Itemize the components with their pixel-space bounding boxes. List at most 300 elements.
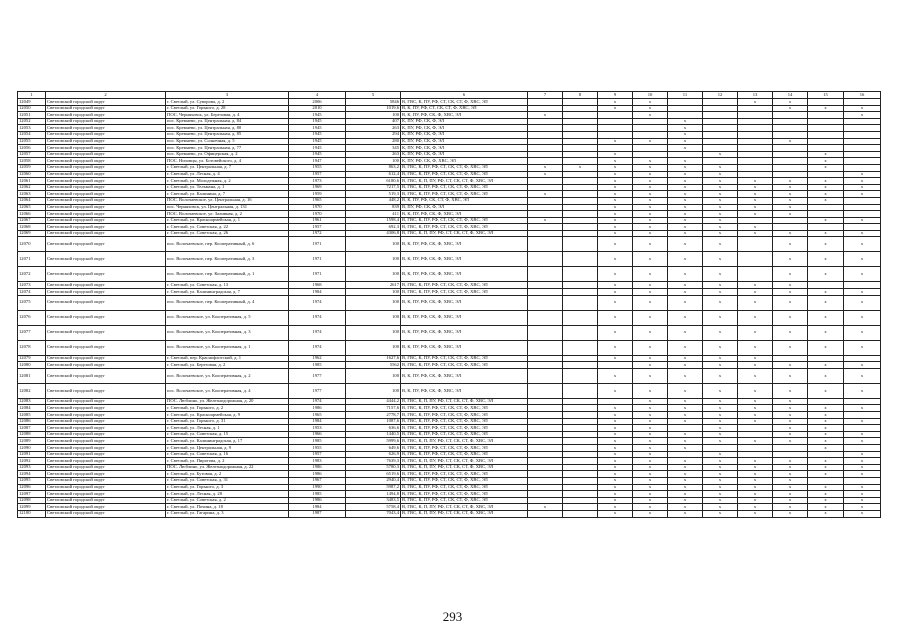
mark-cell: x bbox=[808, 362, 844, 369]
address-cell: г. Светлый, ул. Горького, д. 28 bbox=[166, 105, 289, 112]
municipality-cell: Светловский городской округ bbox=[46, 252, 166, 267]
mark-cell: x bbox=[703, 438, 738, 445]
mark-cell: x bbox=[808, 412, 844, 419]
address-cell: г. Светлый, ул. Советская, д. 22 bbox=[166, 224, 289, 231]
municipality-cell: Светловский городской округ bbox=[46, 289, 166, 296]
mark-cell bbox=[528, 178, 563, 185]
mark-cell: x bbox=[773, 204, 808, 211]
mark-cell bbox=[528, 412, 563, 419]
mark-cell: x bbox=[703, 477, 738, 484]
municipality-cell: Светловский городской округ bbox=[46, 184, 166, 191]
column-header-7: 7 bbox=[528, 92, 563, 99]
address-cell: ПОС. Люблино, ул. Железнодорожная, д. 20 bbox=[166, 398, 289, 405]
mark-cell: x bbox=[808, 217, 844, 224]
mark-cell bbox=[738, 217, 773, 224]
mark-cell bbox=[528, 405, 563, 412]
row-id: 12084 bbox=[18, 405, 46, 412]
mark-cell: x bbox=[703, 383, 738, 398]
mark-cell: x bbox=[598, 105, 633, 112]
mark-cell bbox=[563, 237, 598, 252]
municipality-cell: Светловский городской округ bbox=[46, 99, 166, 106]
column-header-9: 9 bbox=[598, 92, 633, 99]
address-cell: пос. Волочаевское, ул. Кооперативная, д. 4 bbox=[166, 383, 289, 398]
row-id: 12066 bbox=[18, 211, 46, 218]
mark-cell: x bbox=[633, 491, 668, 498]
table-row bbox=[18, 431, 881, 438]
mark-cell: x bbox=[738, 184, 773, 191]
mark-cell: x bbox=[668, 178, 703, 185]
mark-cell: x bbox=[668, 289, 703, 296]
mark-cell: x bbox=[738, 99, 773, 106]
mark-cell bbox=[563, 431, 598, 438]
mark-cell bbox=[773, 224, 808, 231]
mark-cell: x bbox=[738, 340, 773, 355]
mark-cell: x bbox=[844, 458, 881, 465]
table-row bbox=[18, 458, 881, 465]
year-cell: 1966 bbox=[289, 431, 346, 438]
mark-cell: x bbox=[633, 171, 668, 178]
mark-cell: x bbox=[633, 340, 668, 355]
municipality-cell: Светловский городской округ bbox=[46, 237, 166, 252]
works-list-cell: В, ГВС, К, ПУ, РФ, СТ, СК, СТ, Ф, ХВС, ЭЛ bbox=[401, 491, 528, 498]
table-row bbox=[18, 211, 881, 218]
mark-cell: x bbox=[844, 230, 881, 237]
row-id: 12069 bbox=[18, 230, 46, 237]
mark-cell: x bbox=[668, 158, 703, 165]
area-cell: 4306,8 bbox=[346, 230, 401, 237]
mark-cell bbox=[528, 497, 563, 504]
mark-cell: x bbox=[773, 105, 808, 112]
mark-cell bbox=[563, 464, 598, 471]
mark-cell: x bbox=[703, 164, 738, 171]
mark-cell bbox=[528, 471, 563, 478]
mark-cell: x bbox=[844, 510, 881, 517]
mark-cell: x bbox=[844, 491, 881, 498]
table-row bbox=[18, 158, 881, 165]
mark-cell bbox=[738, 237, 773, 252]
mark-cell bbox=[528, 431, 563, 438]
area-cell: 4444,2 bbox=[346, 398, 401, 405]
row-id: 12097 bbox=[18, 491, 46, 498]
mark-cell bbox=[844, 131, 881, 138]
municipality-cell: Светловский городской округ bbox=[46, 295, 166, 310]
mark-cell: x bbox=[598, 204, 633, 211]
works-list-cell: К, ПУ, РФ, СК, Ф, ЭЛ bbox=[401, 118, 528, 125]
mark-cell: x bbox=[773, 497, 808, 504]
municipality-cell: Светловский городской округ bbox=[46, 164, 166, 171]
mark-cell: x bbox=[703, 458, 738, 465]
municipality-cell: Светловский городской округ bbox=[46, 112, 166, 119]
mark-cell: x bbox=[738, 405, 773, 412]
mark-cell: x bbox=[598, 224, 633, 231]
municipality-cell: Светловский городской округ bbox=[46, 340, 166, 355]
mark-cell: x bbox=[528, 171, 563, 178]
mark-cell: x bbox=[773, 484, 808, 491]
mark-cell: x bbox=[598, 252, 633, 267]
row-id: 12085 bbox=[18, 412, 46, 419]
address-cell: г. Светлый, ул. Горького, д. 2 bbox=[166, 405, 289, 412]
year-cell: 1971 bbox=[289, 252, 346, 267]
table-row bbox=[18, 477, 881, 484]
mark-cell bbox=[563, 491, 598, 498]
mark-cell bbox=[563, 398, 598, 405]
mark-cell bbox=[528, 224, 563, 231]
mark-cell bbox=[808, 224, 844, 231]
mark-cell bbox=[668, 99, 703, 106]
mark-cell bbox=[563, 118, 598, 125]
address-cell: пос. Кремнево, ул. Центральная, д. 77 bbox=[166, 145, 289, 152]
mark-cell bbox=[563, 295, 598, 310]
mark-cell: x bbox=[598, 217, 633, 224]
row-id: 12071 bbox=[18, 252, 46, 267]
mark-cell: x bbox=[633, 355, 668, 362]
mark-cell: x bbox=[668, 471, 703, 478]
mark-cell bbox=[844, 425, 881, 432]
mark-cell: x bbox=[844, 267, 881, 282]
row-id: 12086 bbox=[18, 418, 46, 425]
mark-cell bbox=[703, 158, 738, 165]
mark-cell bbox=[563, 125, 598, 132]
mark-cell: x bbox=[668, 204, 703, 211]
municipality-cell: Светловский городской округ bbox=[46, 267, 166, 282]
year-cell: 1945 bbox=[289, 118, 346, 125]
area-cell: 5846 bbox=[346, 99, 401, 106]
mark-cell: x bbox=[844, 368, 881, 383]
mark-cell: x bbox=[598, 282, 633, 289]
mark-cell: x bbox=[703, 171, 738, 178]
year-cell: 1959 bbox=[289, 191, 346, 198]
mark-cell: x bbox=[598, 445, 633, 452]
area-cell: 100 bbox=[346, 237, 401, 252]
mark-cell: x bbox=[773, 398, 808, 405]
mark-cell: x bbox=[668, 383, 703, 398]
mark-cell bbox=[738, 131, 773, 138]
address-cell: г. Светлый, ул. Лесная, д. 28 bbox=[166, 491, 289, 498]
year-cell: 1945 bbox=[289, 138, 346, 145]
year-cell: 1967 bbox=[289, 477, 346, 484]
mark-cell: x bbox=[598, 383, 633, 398]
works-list-cell: В, ГВС, К, П, ПУ, РФ, СТ, СК, СТ, Ф, ХВС, ЭЛ bbox=[401, 464, 528, 471]
mark-cell: x bbox=[633, 510, 668, 517]
row-id: 12089 bbox=[18, 438, 46, 445]
mark-cell: x bbox=[773, 412, 808, 419]
mark-cell: x bbox=[528, 112, 563, 119]
municipality-cell: Светловский городской округ bbox=[46, 484, 166, 491]
mark-cell: x bbox=[808, 325, 844, 340]
mark-cell bbox=[703, 445, 738, 452]
mark-cell: x bbox=[703, 217, 738, 224]
mark-cell: x bbox=[598, 191, 633, 198]
row-id: 12082 bbox=[18, 383, 46, 398]
mark-cell bbox=[773, 164, 808, 171]
area-cell: 100 bbox=[346, 340, 401, 355]
mark-cell: x bbox=[773, 458, 808, 465]
table-row bbox=[18, 418, 881, 425]
row-id: 12051 bbox=[18, 112, 46, 119]
row-id: 12070 bbox=[18, 237, 46, 252]
mark-cell: x bbox=[808, 405, 844, 412]
row-id: 12065 bbox=[18, 204, 46, 211]
mark-cell: x bbox=[668, 164, 703, 171]
mark-cell bbox=[528, 105, 563, 112]
mark-cell: x bbox=[598, 504, 633, 511]
mark-cell: x bbox=[844, 325, 881, 340]
area-cell: 100 bbox=[346, 252, 401, 267]
mark-cell: x bbox=[668, 191, 703, 198]
mark-cell: x bbox=[668, 197, 703, 204]
mark-cell: x bbox=[844, 418, 881, 425]
works-list-cell: В, ГВС, К, ПУ, РФ, СТ, СК, СТ, Ф, ХВС, ЭЛ bbox=[401, 497, 528, 504]
mark-cell: x bbox=[844, 431, 881, 438]
mark-cell: x bbox=[773, 310, 808, 325]
mark-cell bbox=[808, 204, 844, 211]
mark-cell bbox=[528, 383, 563, 398]
row-id: 12054 bbox=[18, 131, 46, 138]
mark-cell bbox=[563, 497, 598, 504]
works-list-cell: В, К, ПУ, РФ, СК, Ф, ХВС, ЭЛ bbox=[401, 383, 528, 398]
mark-cell bbox=[738, 145, 773, 152]
mark-cell: x bbox=[738, 383, 773, 398]
mark-cell bbox=[528, 118, 563, 125]
address-cell: г. Светлый, ул. Пирогова, д. 2 bbox=[166, 458, 289, 465]
mark-cell bbox=[563, 99, 598, 106]
column-number-row bbox=[18, 92, 881, 99]
address-cell: г. Светлый, ул. Лесная, д. 1 bbox=[166, 425, 289, 432]
mark-cell: x bbox=[668, 282, 703, 289]
table-row bbox=[18, 355, 881, 362]
address-cell: г. Светлый, ул. Лесная, д. 4 bbox=[166, 171, 289, 178]
table-row bbox=[18, 383, 881, 398]
mark-cell bbox=[528, 138, 563, 145]
year-cell: 1987 bbox=[289, 510, 346, 517]
year-cell: 1971 bbox=[289, 237, 346, 252]
address-cell: г. Светлый, ул. Горького, д. 3 bbox=[166, 484, 289, 491]
mark-cell: x bbox=[738, 224, 773, 231]
mark-cell bbox=[563, 325, 598, 340]
works-list-cell: В, К, ПУ, РФ, СТ, СК, СТ, Ф, ХВС, ЭЛ bbox=[401, 105, 528, 112]
table-row bbox=[18, 99, 881, 106]
area-cell: 5780,3 bbox=[346, 464, 401, 471]
mark-cell: x bbox=[598, 178, 633, 185]
mark-cell: x bbox=[773, 184, 808, 191]
year-cell: 1974 bbox=[289, 295, 346, 310]
year-cell: 1972 bbox=[289, 230, 346, 237]
area-cell: 3483,5 bbox=[346, 497, 401, 504]
works-list-cell: В, К, ПУ, РФ, СК, Ф, ХВС, ЭЛ bbox=[401, 112, 528, 119]
mark-cell: x bbox=[773, 418, 808, 425]
mark-cell: x bbox=[808, 510, 844, 517]
mark-cell bbox=[528, 197, 563, 204]
row-id: 12052 bbox=[18, 118, 46, 125]
mark-cell: x bbox=[633, 158, 668, 165]
mark-cell: x bbox=[598, 158, 633, 165]
area-cell: 100 bbox=[346, 383, 401, 398]
works-list-cell: В, ГВС, К, ПУ, РФ, СТ, СК, СТ, Ф, ХВС, ЭЛ bbox=[401, 164, 528, 171]
mark-cell: x bbox=[528, 504, 563, 511]
mark-cell: x bbox=[668, 497, 703, 504]
year-cell: 1953 bbox=[289, 425, 346, 432]
year-cell: 1977 bbox=[289, 368, 346, 383]
area-cell: 692,3 bbox=[346, 224, 401, 231]
mark-cell: x bbox=[598, 151, 633, 158]
mark-cell: x bbox=[668, 131, 703, 138]
mark-cell: x bbox=[738, 197, 773, 204]
mark-cell bbox=[563, 471, 598, 478]
row-id: 12083 bbox=[18, 398, 46, 405]
address-cell: г. Светлый, ул. Молодежная, д. 2 bbox=[166, 178, 289, 185]
works-list-cell: В, ГВС, К, ПУ, РФ, СТ, СК, СТ, Ф, ХВС, ЭЛ bbox=[401, 471, 528, 478]
mark-cell: x bbox=[703, 491, 738, 498]
mark-cell: x bbox=[598, 289, 633, 296]
mark-cell: x bbox=[844, 171, 881, 178]
mark-cell: x bbox=[844, 237, 881, 252]
mark-cell: x bbox=[668, 431, 703, 438]
mark-cell: x bbox=[808, 458, 844, 465]
address-cell: ПОС. Волочаевское, ул. Центральная, д. 16 bbox=[166, 197, 289, 204]
area-cell: 100 bbox=[346, 267, 401, 282]
address-cell: пос. Волочаевское, пер. Кооперативный, д. 1 bbox=[166, 267, 289, 282]
works-list-cell: В, ГВС, К, ПУ, РФ, СТ, СК, СТ, Ф, ХВС, ЭЛ bbox=[401, 418, 528, 425]
mark-cell bbox=[563, 458, 598, 465]
mark-cell: x bbox=[633, 112, 668, 119]
mark-cell bbox=[738, 425, 773, 432]
table-row bbox=[18, 131, 881, 138]
mark-cell bbox=[528, 267, 563, 282]
column-header-15: 15 bbox=[808, 92, 844, 99]
mark-cell bbox=[528, 425, 563, 432]
year-cell: 1986 bbox=[289, 464, 346, 471]
mark-cell bbox=[563, 112, 598, 119]
column-header-12: 12 bbox=[703, 92, 738, 99]
mark-cell: x bbox=[633, 289, 668, 296]
municipality-cell: Светловский городской округ bbox=[46, 458, 166, 465]
mark-cell bbox=[633, 131, 668, 138]
mark-cell bbox=[738, 252, 773, 267]
mark-cell: x bbox=[808, 438, 844, 445]
mark-cell: x bbox=[668, 464, 703, 471]
mark-cell bbox=[808, 118, 844, 125]
mark-cell bbox=[528, 491, 563, 498]
table-row bbox=[18, 118, 881, 125]
mark-cell bbox=[528, 510, 563, 517]
mark-cell: x bbox=[844, 340, 881, 355]
municipality-cell: Светловский городской округ bbox=[46, 197, 166, 204]
area-cell: 5758,4 bbox=[346, 504, 401, 511]
mark-cell: x bbox=[598, 340, 633, 355]
mark-cell bbox=[528, 445, 563, 452]
table-row bbox=[18, 310, 881, 325]
year-cell: 1974 bbox=[289, 310, 346, 325]
mark-cell bbox=[703, 118, 738, 125]
mark-cell bbox=[844, 158, 881, 165]
address-cell: г. Светлый, ул. Советская, д. 16 bbox=[166, 451, 289, 458]
mark-cell bbox=[563, 340, 598, 355]
mark-cell: x bbox=[703, 267, 738, 282]
address-cell: г. Светлый, ул. Красноармейская, д. 9 bbox=[166, 412, 289, 419]
mark-cell: x bbox=[808, 230, 844, 237]
column-header-13: 13 bbox=[738, 92, 773, 99]
works-list-cell: В, ГВС, К, ПУ, РФ, СТ, СК, СТ, Ф, ХВС, ЭЛ bbox=[401, 282, 528, 289]
mark-cell: x bbox=[633, 418, 668, 425]
mark-cell: x bbox=[598, 497, 633, 504]
row-id: 12087 bbox=[18, 425, 46, 432]
year-cell: 1962 bbox=[289, 355, 346, 362]
mark-cell bbox=[528, 368, 563, 383]
mark-cell bbox=[528, 99, 563, 106]
works-list-cell: В, ГВС, К, ПУ, РФ, СТ, СК, СТ, Ф, ХВС, ЭЛ bbox=[401, 289, 528, 296]
mark-cell bbox=[563, 289, 598, 296]
works-list-cell: В, ГВС, К, ПУ, РФ, СТ, СК, СТ, Ф, ХВС, ЭЛ bbox=[401, 425, 528, 432]
mark-cell: x bbox=[844, 362, 881, 369]
mark-cell: x bbox=[668, 510, 703, 517]
works-list-cell: К, ПУ, РФ, СК, Ф, ЭЛ bbox=[401, 125, 528, 132]
mark-cell: x bbox=[738, 418, 773, 425]
mark-cell: x bbox=[668, 477, 703, 484]
area-cell: 411 bbox=[346, 211, 401, 218]
mark-cell bbox=[563, 510, 598, 517]
table-row bbox=[18, 191, 881, 198]
mark-cell: x bbox=[703, 230, 738, 237]
table-row bbox=[18, 484, 881, 491]
works-list-cell: В, К, ПУ, РФ, СК, СТ, Ф, ХВС, ЭЛ bbox=[401, 197, 528, 204]
municipality-cell: Светловский городской округ bbox=[46, 282, 166, 289]
area-cell: 7639,3 bbox=[346, 458, 401, 465]
mark-cell: x bbox=[738, 438, 773, 445]
row-id: 12095 bbox=[18, 477, 46, 484]
works-list-cell: В, ГВС, К, ПУ, РФ, СТ, СК, СТ, Ф, ХВС, ЭЛ bbox=[401, 171, 528, 178]
mark-cell: x bbox=[808, 310, 844, 325]
works-list-cell: В, ГВС, К, П, ПУ, РФ, СТ, СК, СТ, Ф, ХВС, ЭЛ bbox=[401, 510, 528, 517]
mark-cell: x bbox=[668, 398, 703, 405]
mark-cell bbox=[808, 145, 844, 152]
mark-cell: x bbox=[844, 497, 881, 504]
table-row bbox=[18, 252, 881, 267]
column-header-6: 6 bbox=[401, 92, 528, 99]
mark-cell: x bbox=[773, 477, 808, 484]
mark-cell: x bbox=[668, 362, 703, 369]
mark-cell: x bbox=[633, 310, 668, 325]
area-cell: 1494,8 bbox=[346, 491, 401, 498]
mark-cell bbox=[844, 355, 881, 362]
mark-cell bbox=[528, 151, 563, 158]
table-row bbox=[18, 184, 881, 191]
mark-cell: x bbox=[668, 458, 703, 465]
column-header-4: 4 bbox=[289, 92, 346, 99]
mark-cell: x bbox=[738, 398, 773, 405]
mark-cell: x bbox=[738, 230, 773, 237]
mark-cell bbox=[808, 99, 844, 106]
row-id: 12068 bbox=[18, 224, 46, 231]
address-cell: г. Светлый, ул. Тельмана, д. 1 bbox=[166, 184, 289, 191]
year-cell: 1965 bbox=[289, 197, 346, 204]
address-cell: г. Светлый, ул. Калининградская, д. 17 bbox=[166, 438, 289, 445]
mark-cell bbox=[844, 145, 881, 152]
mark-cell: x bbox=[598, 99, 633, 106]
mark-cell bbox=[773, 158, 808, 165]
mark-cell: x bbox=[844, 310, 881, 325]
mark-cell bbox=[808, 131, 844, 138]
table-row bbox=[18, 204, 881, 211]
address-cell: пос. Кремнево, ул. Центральная, д. 80 bbox=[166, 125, 289, 132]
area-cell: 612,4 bbox=[346, 171, 401, 178]
mark-cell bbox=[844, 204, 881, 211]
mark-cell: x bbox=[633, 197, 668, 204]
mark-cell: x bbox=[528, 164, 563, 171]
mark-cell bbox=[703, 112, 738, 119]
mark-cell: x bbox=[808, 289, 844, 296]
table-row bbox=[18, 362, 881, 369]
mark-cell bbox=[844, 99, 881, 106]
